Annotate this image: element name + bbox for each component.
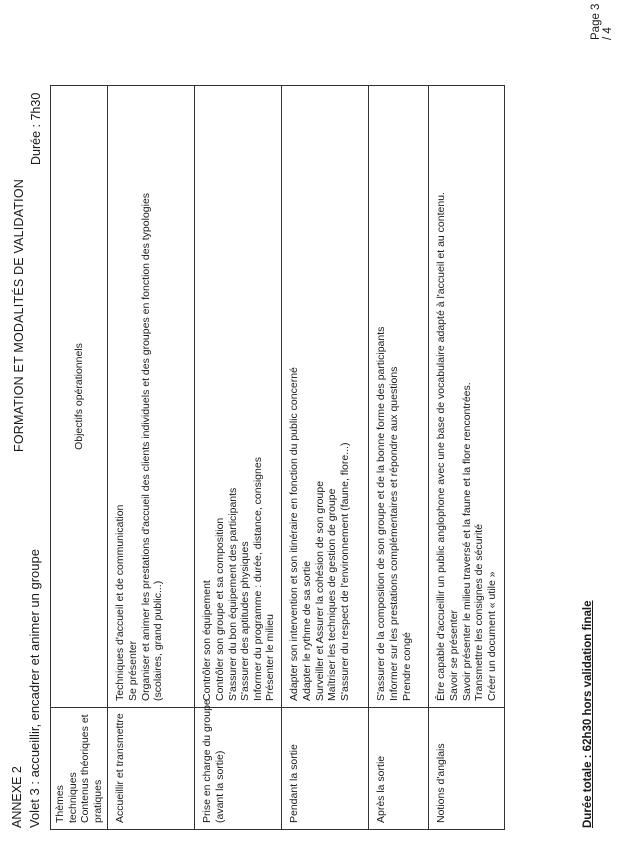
formation-table xyxy=(50,85,505,830)
objectifs-cell xyxy=(195,86,282,708)
objectifs-cell xyxy=(369,86,429,708)
page-number: Page 3 / 4 xyxy=(590,3,614,40)
objectif-line: Surveiller et Assurer la cohésion de son groupe xyxy=(313,480,326,701)
duration-label: Durée : 7h30 xyxy=(29,92,43,165)
table-row xyxy=(108,86,195,830)
theme-line: Accueillir et transmettre xyxy=(114,713,127,823)
volet-title: Volet 3 : accueillir, encadrer et animer un groupe xyxy=(27,549,42,828)
theme-cell xyxy=(108,708,195,830)
table-header-row xyxy=(51,86,108,830)
objectif-line: Maîtriser les techniques de gestion de groupe xyxy=(326,488,339,701)
objectif-line: Présenter le milieu xyxy=(264,614,277,701)
objectif-line: Être capable d'accueillir un public anglophone avec une base de vocabulaire adapté à l'accueil et au contenu. xyxy=(435,192,448,701)
table-row xyxy=(195,86,282,830)
objectif-line: Adapter son intervention et son itinéraire en fonction du public concerné xyxy=(288,367,301,701)
objectif-line: S'assurer de la composition de son groupe et de la bonne forme des participants xyxy=(375,326,388,701)
theme-cell xyxy=(429,708,505,830)
objectif-line: S'assurer du bon équipement des participants xyxy=(226,487,239,701)
objectif-line: Organiser et animer les prestations d'accueil des clients individuels et des groupes en fonction des typologies xyxy=(139,192,152,701)
theme-line: Prise en charge du groupe xyxy=(201,699,214,823)
objectif-line: Se présenter xyxy=(126,640,139,701)
table-row xyxy=(429,86,505,830)
table-row xyxy=(369,86,429,830)
objectif-line: Adapter le rythme de sa sortie xyxy=(300,560,313,701)
objectif-line: S'assurer des aptitudes physiques xyxy=(239,541,252,701)
objectif-line: S'assurer du respect de l'environnement (faune, flore...) xyxy=(338,442,351,701)
objectif-line: Savoir présenter le milieu traversé et la faune et la flore rencontrées. xyxy=(460,382,473,701)
objectifs-cell xyxy=(282,86,369,708)
objectif-line: Contrôler son équipement xyxy=(201,580,214,701)
header-line: pratiques xyxy=(91,779,104,823)
theme-line: Pendant la sortie xyxy=(288,744,301,823)
objectifs-cell xyxy=(429,86,505,708)
theme-cell xyxy=(195,699,282,830)
objectif-line: Savoir se présenter xyxy=(447,609,460,701)
objectifs-header: Objectifs opérationnels xyxy=(51,86,108,708)
formation-title: FORMATION ET MODALITÉS DE VALIDATION xyxy=(12,179,26,452)
objectif-line: Informer sur les prestations complémentaires et répondre aux questions xyxy=(387,366,400,701)
theme-line: (avant la sortie) xyxy=(213,750,226,823)
header-line: techniques xyxy=(66,772,79,823)
theme-cell xyxy=(282,708,369,830)
objectif-line: Techniques d'accueil et de communication xyxy=(114,504,127,701)
themes-header xyxy=(51,708,108,830)
objectif-line: (scolaires, grand public...) xyxy=(152,580,165,701)
objectif-line: Prendre congé xyxy=(400,632,413,701)
objectifs-cell xyxy=(108,86,195,708)
table-row xyxy=(282,86,369,830)
header-line: Thèmes xyxy=(54,785,66,823)
header-line: Contenus théoriques et xyxy=(79,714,92,823)
total-duration: Durée totale : 62h30 hors validation finale xyxy=(582,600,594,828)
theme-cell xyxy=(369,708,429,830)
annexe-label: ANNEXE 2 xyxy=(10,766,24,828)
theme-line: Notions d'anglais xyxy=(435,743,448,823)
theme-line: Après la sortie xyxy=(375,755,388,823)
objectif-line: Transmettre les consignes de sécurité xyxy=(473,523,486,701)
objectif-line: Contrôler son groupe et sa composition xyxy=(213,517,226,701)
objectif-line: Informer du programme : durée, distance, consignes xyxy=(251,457,264,701)
objectif-line: Créer un document « utile » xyxy=(485,571,498,701)
